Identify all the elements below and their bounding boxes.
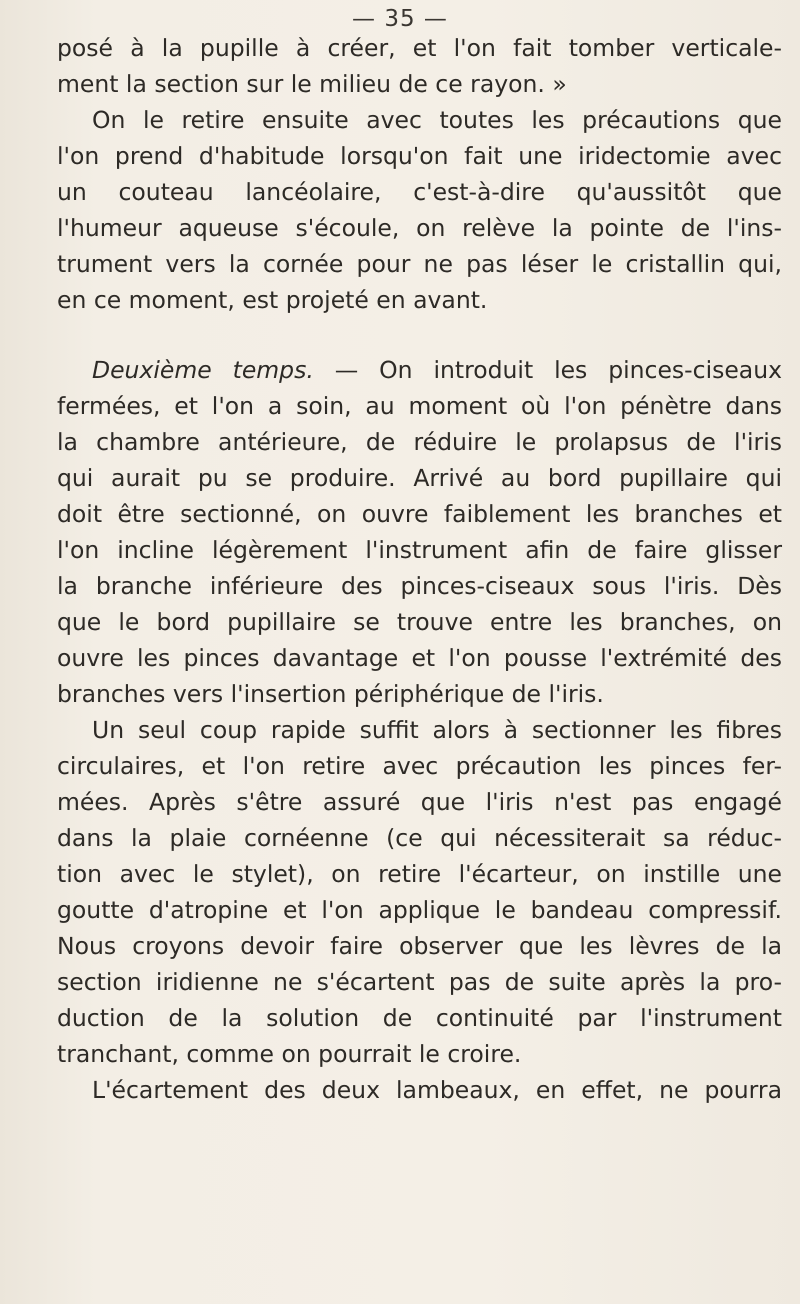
text-line-12: la chambre antérieure, de réduire le prolapsus de l'iris [57, 428, 782, 456]
text-line-8: en ce moment, est projeté en avant. [57, 286, 488, 314]
text-line-16: la branche inférieure des pinces-ciseaux sous l'iris. Dès [57, 572, 782, 600]
text-line-15: l'on incline légèrement l'instrument afin de faire glisser [57, 536, 782, 564]
page-number: — 35 — [352, 6, 448, 32]
text-line-28: duction de la solution de continuité par l'instrument [57, 1004, 782, 1032]
text-line-25: goutte d'atropine et l'on applique le bandeau compressif. [57, 896, 782, 924]
section-title-italic: Deuxième temps. [92, 356, 314, 384]
text-line-22: mées. Après s'être assuré que l'iris n'est pas engagé [57, 788, 782, 816]
text-line-11: fermées, et l'on a soin, au moment où l'on pénètre dans [57, 392, 782, 420]
text-line-21: circulaires, et l'on retire avec précaution les pinces fer- [57, 752, 782, 780]
text-line-27: section iridienne ne s'écartent pas de suite après la pro- [57, 968, 782, 996]
text-line-2: ment la section sur le milieu de ce rayon. » [57, 70, 567, 98]
text-line-5: un couteau lancéolaire, c'est-à-dire qu'aussitôt que [57, 178, 782, 206]
text-line-13: qui aurait pu se produire. Arrivé au bord pupillaire qui [57, 464, 782, 492]
section-title-rest: — On introduit les pinces-ciseaux [313, 356, 783, 384]
paragraph-heading-line [92, 352, 782, 388]
text-line-24: tion avec le stylet), on retire l'écarteur, on instille une [57, 860, 782, 888]
text-line-29: tranchant, comme on pourrait le croire. [57, 1040, 522, 1068]
text-line-1: posé à la pupille à créer, et l'on fait tomber verticale- [57, 34, 782, 62]
text-line-23: dans la plaie cornéenne (ce qui nécessiterait sa réduc- [57, 824, 782, 852]
text-line-17: que le bord pupillaire se trouve entre les branches, on [57, 608, 782, 636]
text-line-30: L'écartement des deux lambeaux, en effet, ne pourra [92, 1076, 782, 1104]
text-line-19: branches vers l'insertion périphérique de l'iris. [57, 680, 604, 708]
text-line-4: l'on prend d'habitude lorsqu'on fait une iridectomie avec [57, 142, 782, 170]
text-line-6: l'humeur aqueuse s'écoule, on relève la pointe de l'ins- [57, 214, 782, 242]
text-line-7: trument vers la cornée pour ne pas léser le cristallin qui, [57, 250, 782, 278]
text-line-26: Nous croyons devoir faire observer que les lèvres de la [57, 932, 782, 960]
text-line-14: doit être sectionné, on ouvre faiblement les branches et [57, 500, 782, 528]
text-line-18: ouvre les pinces davantage et l'on pousse l'extrémité des [57, 644, 782, 672]
text-line-20: Un seul coup rapide suffit alors à sectionner les fibres [92, 716, 782, 744]
text-line-3: On le retire ensuite avec toutes les précautions que [92, 106, 782, 134]
